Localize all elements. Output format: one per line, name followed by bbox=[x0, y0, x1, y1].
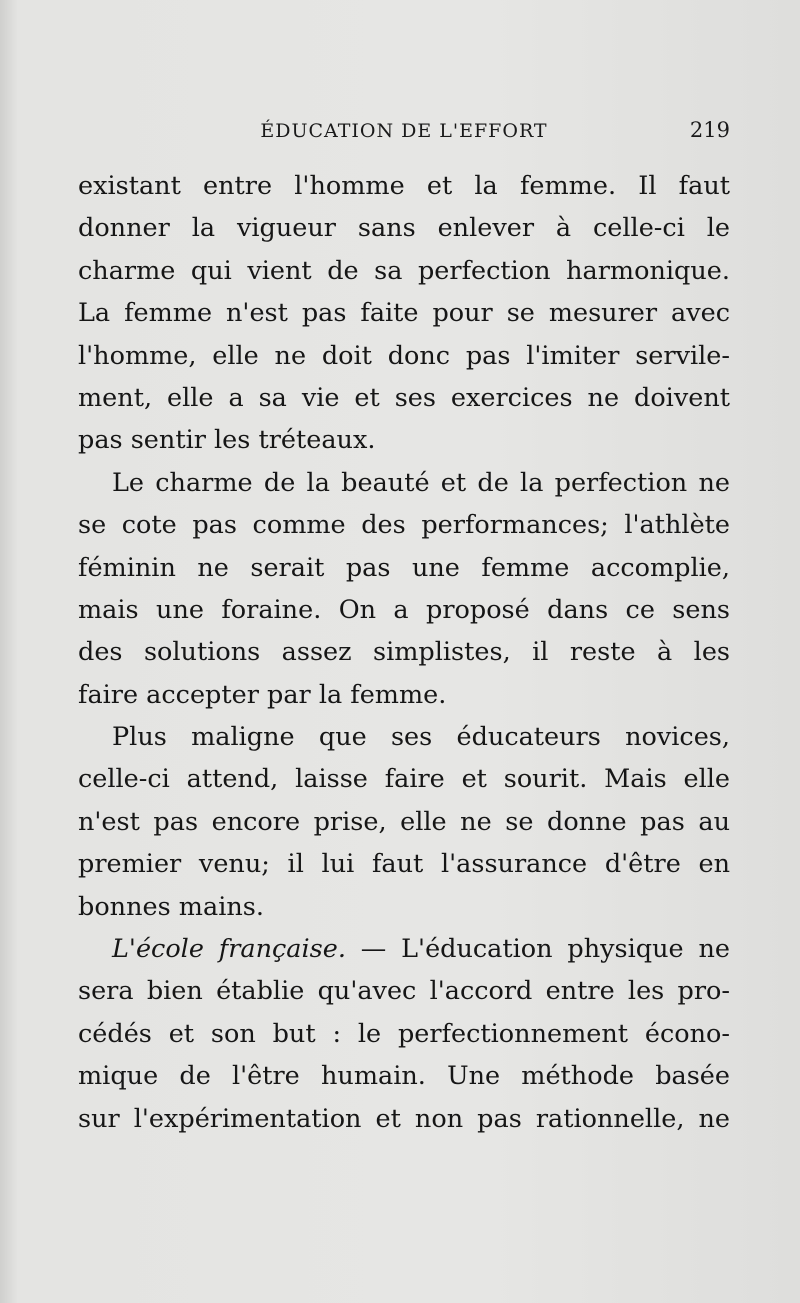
text-line: des solutions assez simplistes, il reste à les bbox=[78, 637, 730, 668]
text-line: Plus maligne que ses éducateurs novices, bbox=[112, 722, 730, 753]
text-line: sera bien établie qu'avec l'accord entre les pro- bbox=[78, 976, 730, 1007]
page-header bbox=[78, 118, 730, 148]
body-text bbox=[78, 165, 730, 1140]
text-line: Le charme de la beauté et de la perfection ne bbox=[112, 467, 730, 498]
text-line: féminin ne serait pas une femme accomplie, bbox=[78, 552, 730, 583]
section-title: L'école française. bbox=[112, 934, 346, 965]
text-line: l'homme, elle ne doit donc pas l'imiter servile- bbox=[78, 340, 730, 371]
text-line: n'est pas encore prise, elle ne se donne pas au bbox=[78, 806, 730, 837]
text-line: bonnes mains. bbox=[78, 891, 264, 922]
text-line: ment, elle a sa vie et ses exercices ne doivent bbox=[78, 382, 730, 413]
text-line: donner la vigueur sans enlever à celle-ci le bbox=[78, 213, 730, 244]
text-line: sur l'expérimentation et non pas rationnelle, ne bbox=[78, 1103, 730, 1134]
section-line-text: — L'éducation physique ne bbox=[360, 934, 730, 965]
text-line: pas sentir les tréteaux. bbox=[78, 425, 376, 456]
page-number: 219 bbox=[689, 118, 730, 142]
text-line: faire accepter par la femme. bbox=[78, 679, 447, 710]
text-line: mais une foraine. On a proposé dans ce sens bbox=[78, 594, 730, 625]
text-line: charme qui vient de sa perfection harmonique. bbox=[78, 255, 730, 286]
text-line: existant entre l'homme et la femme. Il faut bbox=[78, 171, 730, 201]
text-line: se cote pas comme des performances; l'athlète bbox=[78, 510, 730, 541]
running-title: ÉDUCATION DE L'EFFORT bbox=[260, 120, 548, 142]
text-line: premier venu; il lui faut l'assurance d'être en bbox=[78, 849, 730, 880]
text-line: celle-ci attend, laisse faire et sourit. Mais elle bbox=[78, 764, 730, 795]
text-line: mique de l'être humain. Une méthode basée bbox=[78, 1061, 730, 1092]
text-line: La femme n'est pas faite pour se mesurer avec bbox=[78, 298, 730, 329]
section-line bbox=[78, 928, 730, 970]
text-line: cédés et son but : le perfectionnement écono- bbox=[78, 1018, 730, 1049]
